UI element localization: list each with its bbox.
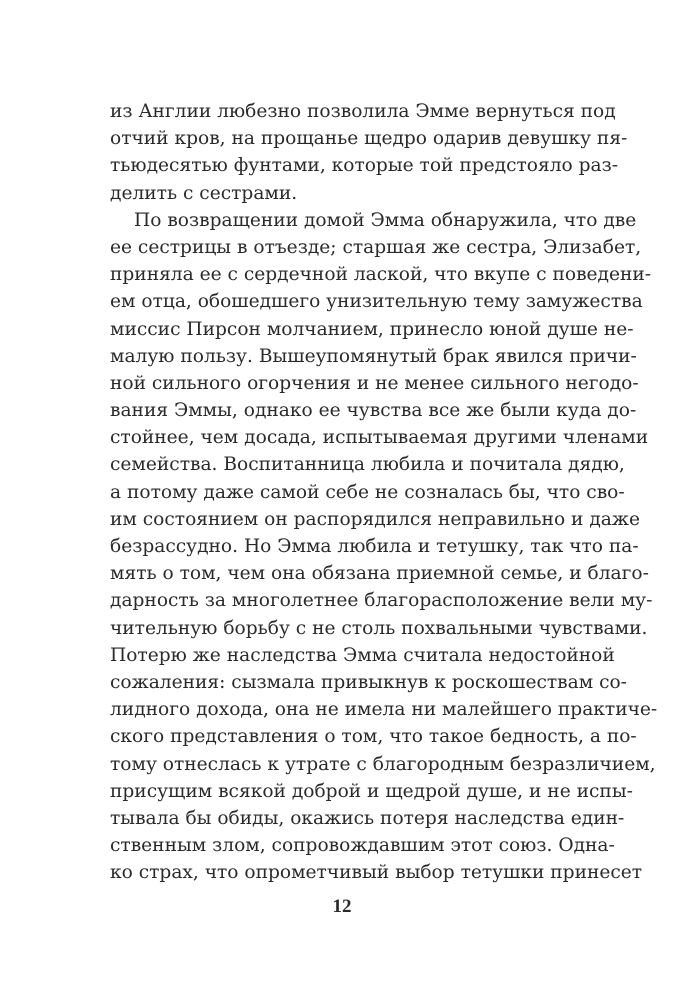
paragraph <box>110 98 628 207</box>
text-line: тьюдесятью фунтами, которые той предстояло раз- <box>110 155 619 177</box>
paragraph <box>110 207 658 887</box>
text-line: им состоянием он распорядился неправильно и даже <box>110 508 641 530</box>
text-line: дарность за многолетнее благорасположение вели му- <box>110 590 653 612</box>
text-line: Потерю же наследства Эмма считала недостойной <box>110 644 615 666</box>
text-line: тому отнеслась к утрате с благородным безразличием, <box>110 753 656 775</box>
page-body-text <box>110 98 658 886</box>
text-line: безрассудно. Но Эмма любила и тетушку, так что па- <box>110 536 639 557</box>
text-line: мять о том, чем она обязана приемной семье, и благо- <box>110 563 649 585</box>
text-line: ского представления о том, что такое бедность, а по- <box>110 726 637 748</box>
text-line: По возвращении домой Эмма обнаружила, что две <box>134 209 637 231</box>
text-line: сожаления: сызмала привыкнув к роскошествам со- <box>110 671 627 693</box>
text-line: стойнее, чем досада, испытываемая другими членами <box>110 427 649 449</box>
text-line: тывала бы обиды, окажись потеря наследства един- <box>110 807 625 829</box>
text-line: ственным злом, сопровождавшим этот союз. Одна- <box>110 835 615 857</box>
text-line: чительную борьбу с не столь похвальными чувствами. <box>110 617 648 639</box>
text-line: лидного дохода, она не имела ни малейшего практиче- <box>110 699 658 721</box>
text-line: ной сильного огорчения и не менее сильного негодо- <box>110 372 639 394</box>
text-line: ко страх, что опрометчивый выбор тетушки принесет <box>110 862 643 884</box>
text-line: приняла ее с сердечной лаской, что вкупе с поведени- <box>110 264 652 286</box>
text-line: присущим всякой доброй и щедрой душе, и не испы- <box>110 780 633 802</box>
text-line: из Англии любезно позволила Эмме вернуться под <box>110 101 616 122</box>
text-line: малую пользу. Вышеупомянутый брак явился причи- <box>110 345 637 367</box>
text-line: делить с сестрами. <box>110 182 298 204</box>
text-line: миссис Пирсон молчанием, принесло юной душе не- <box>110 318 634 340</box>
text-line: ее сестрицы в отъезде; старшая же сестра, Элизабет, <box>110 236 642 258</box>
text-line: вания Эммы, однако ее чувства все же были куда до- <box>110 400 637 422</box>
text-line: семейства. Воспитанница любила и почитала дядю, <box>110 454 625 476</box>
page-number: 12 <box>332 896 352 917</box>
text-line: ем отца, обошедшего унизительную тему замужества <box>110 291 643 313</box>
text-line: а потому даже самой себе не созналась бы, что сво- <box>110 481 625 503</box>
text-line: отчий кров, на прощанье щедро одарив девушку пя- <box>110 128 628 150</box>
